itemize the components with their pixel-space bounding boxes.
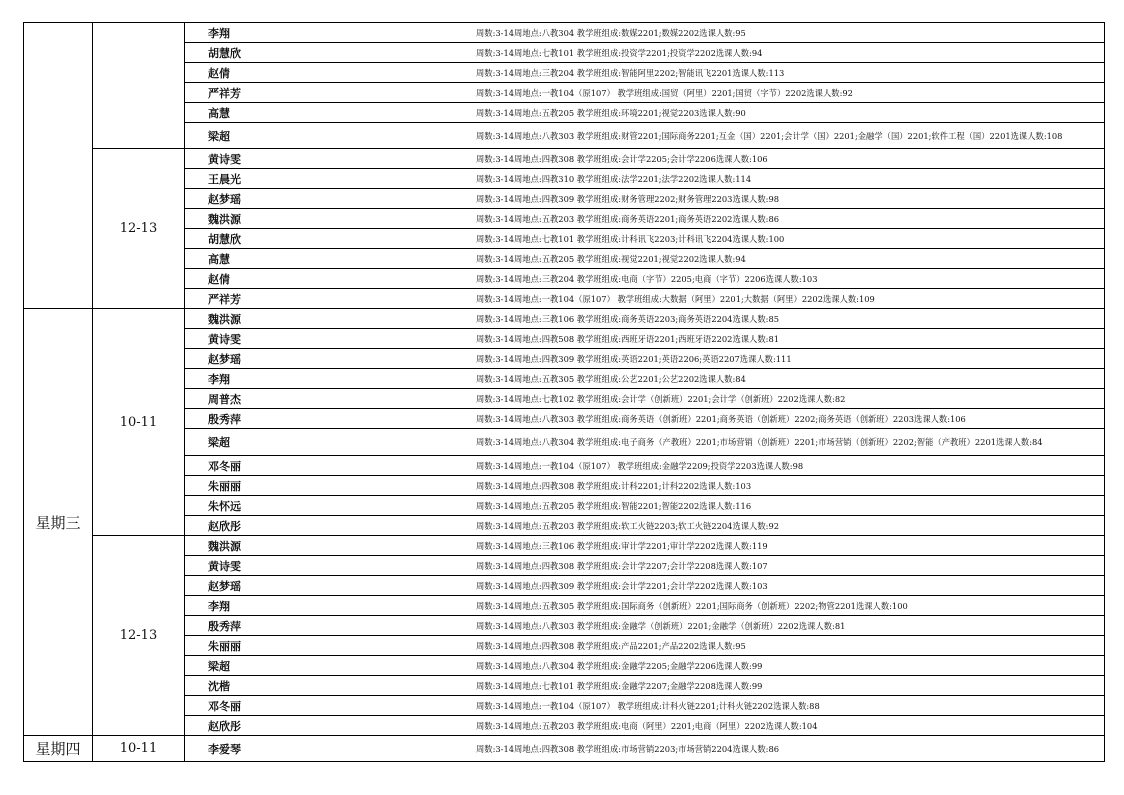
class-detail — [185, 576, 1104, 595]
class-detail-text: 周数:3-14周地点:一教104（原107） 教学班组成:金融学2209;投资学2203选课人数:98 — [476, 460, 804, 471]
class-detail — [185, 149, 1104, 168]
teacher-name-text: 赵倩 — [208, 272, 230, 286]
teacher-name-text: 胡慧欣 — [208, 232, 241, 246]
class-detail-text: 周数:3-14周地点:八教304 教学班组成:电子商务（产教班）2201;市场营销（创新班）2201;市场营销（创新班）2202;智能（产教班）2201选课人数:84 — [476, 437, 1043, 447]
teacher-name-text: 李翔 — [208, 372, 230, 386]
class-detail-text: 周数:3-14周地点:七教102 教学班组成:会计学（创新班）2201;会计学（创新班）2202选课人数:82 — [476, 393, 846, 404]
class-detail — [185, 496, 1104, 515]
class-detail-text: 周数:3-14周地点:四教309 教学班组成:会计学2201;会计学2202选课人数:103 — [476, 580, 768, 591]
teacher-name-text: 梁超 — [208, 129, 230, 143]
class-detail-text: 周数:3-14周地点:三教204 教学班组成:电商（字节）2205;电商（字节）2206选课人数:103 — [476, 273, 818, 284]
period-cell-text: 10-11 — [119, 741, 158, 756]
class-detail-text: 周数:3-14周地点:一教104（原107） 教学班组成:国贸（阿里）2201;国贸（字节）2202选课人数:92 — [476, 87, 853, 98]
class-detail-text: 周数:3-14周地点:七教101 教学班组成:投资学2201;投资学2202选课人数:94 — [476, 47, 763, 58]
class-detail — [185, 716, 1104, 735]
class-detail-text: 周数:3-14周地点:三教106 教学班组成:商务英语2203;商务英语2204选课人数:85 — [476, 313, 780, 324]
class-detail-text: 周数:3-14周地点:四教308 教学班组成:市场营销2203;市场营销2204选课人数:86 — [476, 743, 780, 754]
class-detail-text: 周数:3-14周地点:四教308 教学班组成:会计学2205;会计学2206选课人数:106 — [476, 153, 768, 164]
teacher-name-text: 严祥芳 — [208, 292, 241, 306]
teacher-name-text: 黄诗雯 — [208, 559, 241, 573]
class-detail — [185, 516, 1104, 535]
period-cell-text: 10-11 — [119, 414, 158, 430]
teacher-name-text: 朱丽丽 — [208, 479, 241, 493]
day-cell-text: 星期四 — [35, 740, 81, 758]
class-detail — [185, 616, 1104, 635]
period-cell — [93, 309, 184, 535]
class-detail-text: 周数:3-14周地点:五教203 教学班组成:电商（阿里）2201;电商（阿里）2202选课人数:104 — [476, 720, 818, 731]
day-cell — [24, 309, 92, 735]
class-detail — [185, 369, 1104, 388]
class-detail — [185, 209, 1104, 228]
class-detail — [185, 43, 1104, 62]
teacher-name-text: 胡慧欣 — [208, 46, 241, 60]
class-detail-text: 周数:3-14周地点:四教310 教学班组成:法学2201;法学2202选课人数:114 — [476, 173, 752, 184]
teacher-name-text: 赵梦瑶 — [208, 352, 241, 366]
class-detail — [185, 409, 1104, 428]
day-cell-text: 星期三 — [35, 513, 81, 532]
table-rule — [184, 761, 1105, 762]
class-detail-text: 周数:3-14周地点:五教203 教学班组成:软工火链2203;软工火链2204选课人数:92 — [476, 520, 780, 531]
class-detail — [185, 189, 1104, 208]
teacher-name-text: 邓冬丽 — [208, 459, 241, 473]
teacher-name-text: 魏洪源 — [208, 212, 241, 226]
class-detail-text: 周数:3-14周地点:五教205 教学班组成:智能2201;智能2202选课人数:116 — [476, 500, 752, 511]
class-detail — [185, 269, 1104, 288]
class-detail — [185, 249, 1104, 268]
class-detail-text: 周数:3-14周地点:三教204 教学班组成:智能阿里2202;智能讯飞2201选课人数:113 — [476, 67, 785, 78]
teacher-name-text: 王晨光 — [208, 172, 241, 186]
teacher-name-text: 赵梦瑶 — [208, 192, 241, 206]
table-rule — [23, 761, 93, 762]
class-detail — [185, 596, 1104, 615]
class-detail — [185, 169, 1104, 188]
teacher-name-text: 黄诗雯 — [208, 152, 241, 166]
teacher-name-text: 赵欣彤 — [208, 719, 241, 733]
class-detail — [185, 63, 1104, 82]
teacher-name-text: 严祥芳 — [208, 86, 241, 100]
class-detail-text: 周数:3-14周地点:五教205 教学班组成:视觉2201;视觉2202选课人数:94 — [476, 253, 746, 264]
class-detail-text: 周数:3-14周地点:一教104（原107） 教学班组成:计科火链2201;计科火链2202选课人数:88 — [476, 700, 820, 711]
class-detail — [185, 23, 1104, 42]
class-detail — [185, 123, 1104, 148]
class-detail-text: 周数:3-14周地点:八教303 教学班组成:商务英语（创新班）2201;商务英语（创新班）2202;商务英语（创新班）2203选课人数:106 — [476, 413, 966, 424]
class-detail-text: 周数:3-14周地点:五教305 教学班组成:国际商务（创新班）2201;国际商务（创新班）2202;物管2201选课人数:100 — [476, 600, 908, 611]
class-detail-text: 周数:3-14周地点:四教308 教学班组成:计科2201;计科2202选课人数:103 — [476, 480, 752, 491]
period-cell — [93, 736, 184, 761]
class-detail-text: 周数:3-14周地点:八教304 教学班组成:数媒2201;数媒2202选课人数:95 — [476, 27, 746, 38]
class-detail-text: 周数:3-14周地点:七教101 教学班组成:金融学2207;金融学2208选课人数:99 — [476, 680, 763, 691]
class-detail — [185, 329, 1104, 348]
class-detail-text: 周数:3-14周地点:八教303 教学班组成:财管2201;国际商务2201;互金（国）2201;会计学（国）2201;金融学（国）2201;软件工程（国）2201选课人数:108 — [476, 130, 1063, 141]
teacher-name-text: 赵梦瑶 — [208, 579, 241, 593]
day-cell — [24, 736, 92, 761]
class-detail-text: 周数:3-14周地点:三教106 教学班组成:审计学2201;审计学2202选课人数:119 — [476, 540, 768, 551]
class-detail — [185, 309, 1104, 328]
table-rule — [1104, 22, 1105, 762]
class-detail-text: 周数:3-14周地点:七教101 教学班组成:计科讯飞2203;计科讯飞2204选课人数:100 — [476, 233, 785, 244]
class-detail — [185, 103, 1104, 122]
teacher-name-text: 朱怀远 — [208, 499, 241, 513]
class-detail-text: 周数:3-14周地点:五教205 教学班组成:环境2201;视觉2203选课人数:90 — [476, 107, 746, 118]
class-detail — [185, 676, 1104, 695]
class-detail — [185, 636, 1104, 655]
class-detail — [185, 456, 1104, 475]
teacher-name-text: 殷秀萍 — [208, 619, 241, 633]
table-rule — [92, 761, 185, 762]
teacher-name-text: 赵欣彤 — [208, 519, 241, 533]
class-detail-text: 周数:3-14周地点:五教203 教学班组成:商务英语2201;商务英语2202选课人数:86 — [476, 213, 780, 224]
teacher-name-text: 高慧 — [208, 106, 230, 120]
period-cell-text: 12-13 — [119, 628, 158, 643]
class-detail — [185, 556, 1104, 575]
class-detail — [185, 736, 1104, 761]
class-detail-text: 周数:3-14周地点:四教309 教学班组成:英语2201;英语2206;英语2207选课人数:111 — [476, 353, 792, 364]
teacher-name-text: 李翔 — [208, 599, 230, 613]
teacher-name-text: 李爱琴 — [208, 742, 241, 756]
period-cell — [93, 23, 184, 148]
period-cell — [93, 149, 184, 308]
class-detail — [185, 536, 1104, 555]
class-detail-text: 周数:3-14周地点:八教304 教学班组成:金融学2205;金融学2206选课人数:99 — [476, 660, 763, 671]
class-detail — [185, 289, 1104, 308]
teacher-name-text: 魏洪源 — [208, 312, 241, 326]
teacher-name-text: 朱丽丽 — [208, 639, 241, 653]
teacher-name-text: 梁超 — [208, 436, 230, 449]
class-detail-text: 周数:3-14周地点:八教303 教学班组成:金融学（创新班）2201;金融学（创新班）2202选课人数:81 — [476, 620, 846, 631]
teacher-name-text: 邓冬丽 — [208, 699, 241, 713]
class-detail — [185, 229, 1104, 248]
teacher-name-text: 沈楷 — [208, 679, 230, 693]
class-detail-text: 周数:3-14周地点:四教308 教学班组成:会计学2207;会计学2208选课人数:107 — [476, 560, 768, 571]
class-detail-text: 周数:3-14周地点:四教508 教学班组成:西班牙语2201;西班牙语2202选课人数:81 — [476, 333, 780, 344]
class-detail — [185, 656, 1104, 675]
teacher-name-text: 赵倩 — [208, 66, 230, 80]
teacher-name-text: 梁超 — [208, 659, 230, 673]
teacher-name-text: 高慧 — [208, 252, 230, 266]
period-cell — [93, 536, 184, 735]
class-detail — [185, 349, 1104, 368]
class-detail — [185, 389, 1104, 408]
class-detail — [185, 429, 1104, 455]
class-detail-text: 周数:3-14周地点:四教308 教学班组成:产品2201;产品2202选课人数:95 — [476, 640, 746, 651]
teacher-name-text: 殷秀萍 — [208, 412, 241, 426]
class-detail-text: 周数:3-14周地点:四教309 教学班组成:财务管理2202;财务管理2203选课人数:98 — [476, 193, 780, 204]
day-cell — [24, 23, 92, 308]
teacher-name-text: 周普杰 — [208, 392, 241, 406]
class-detail — [185, 83, 1104, 102]
class-detail-text: 周数:3-14周地点:五教305 教学班组成:公艺2201;公艺2202选课人数:84 — [476, 373, 746, 384]
class-detail — [185, 476, 1104, 495]
class-detail-text: 周数:3-14周地点:一教104（原107） 教学班组成:大数据（阿里）2201;大数据（阿里）2202选课人数:109 — [476, 293, 875, 304]
teacher-name-text: 黄诗雯 — [208, 332, 241, 346]
period-cell-text: 12-13 — [119, 221, 158, 236]
teacher-name-text: 魏洪源 — [208, 539, 241, 553]
class-detail — [185, 696, 1104, 715]
teacher-name-text: 李翔 — [208, 26, 230, 40]
